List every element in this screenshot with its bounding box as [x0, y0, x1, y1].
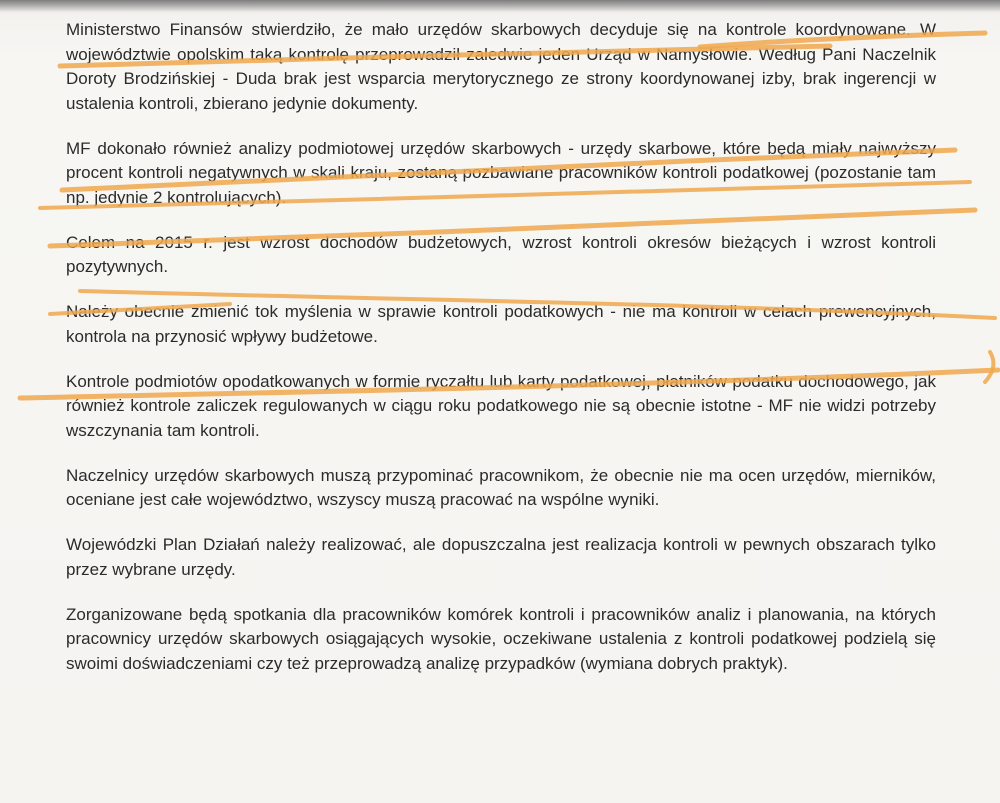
paragraph-change-thinking: Należy obecnie zmienić tok myślenia w sprawie kontroli podatkowych - nie ma kontroli w celach prewencyjnych, kontrola na przynosić wpływy budżetowe. [66, 302, 936, 346]
paragraph-subject-analysis: MF dokonało również analizy podmiotowej urzędów skarbowych - urzędy skarbowe, które będą miały najwyższy procent kontroli negatywnych w skali kraju, zostaną pozbawiane pracowników kontroli podatkowej (pozostanie tam np. jedynie 2 kontrolujących). [66, 138, 936, 207]
paragraph-meetings: Zorganizowane będą spotkania dla pracowników komórek kontroli i pracowników analiz i planowania, na których pracownicy urzędów skarbowych osiągających wysokie, oczekiwane ustalenia z kontroli podatkowej podzielą się swoimi doświadczeniami czy też przeprowadzą analizę przypadków (wymiana dobrych praktyk). [66, 604, 936, 673]
paragraph-lump-sum-audits: Kontrole podmiotów opodatkowanych w formie ryczałtu lub karty podatkowej, płatników podatku dochodowego, jak również kontrole zaliczek regulowanych w ciągu roku podatkowego nie są obecnie istotne - MF nie widzi potrzeby wszczynania tam kontroli. [66, 371, 936, 440]
paragraph-regional-plan: Wojewódzki Plan Działań należy realizować, ale dopuszczalna jest realizacja kontroli w pewnych obszarach tylko przez wybrane urzędy. [66, 535, 936, 579]
paragraph-heads-remind: Naczelnicy urzędów skarbowych muszą przypominać pracownikom, że obecnie nie ma ocen urzędów, mierników, oceniane jest całe województwo, wszyscy muszą pracować na wspólne wyniki. [66, 465, 936, 509]
highlight-stroke-9 [985, 352, 993, 382]
paragraph-coordinated-audits: Ministerstwo Finansów stwierdziło, że mało urzędów skarbowych decyduje się na kontrole koordynowane. W województwie opolskim taką kontrolę przeprowadził zaledwie jeden Urząd w Namysłowie. Według Pani Naczelnik Doroty Brodzińskiej - Duda brak jest wsparcia merytorycznego ze strony koordynowanej izby, brak ingerencji w ustalenia kontroli, zbierano jedynie dokumenty. [66, 20, 936, 113]
document-body [66, 18, 936, 697]
paragraph-2015-goal: Celem na 2015 r. jest wzrost dochodów budżetowych, wzrost kontroli okresów bieżących i wzrost kontroli pozytywnych. [66, 232, 936, 276]
page-top-shadow [0, 0, 1000, 12]
